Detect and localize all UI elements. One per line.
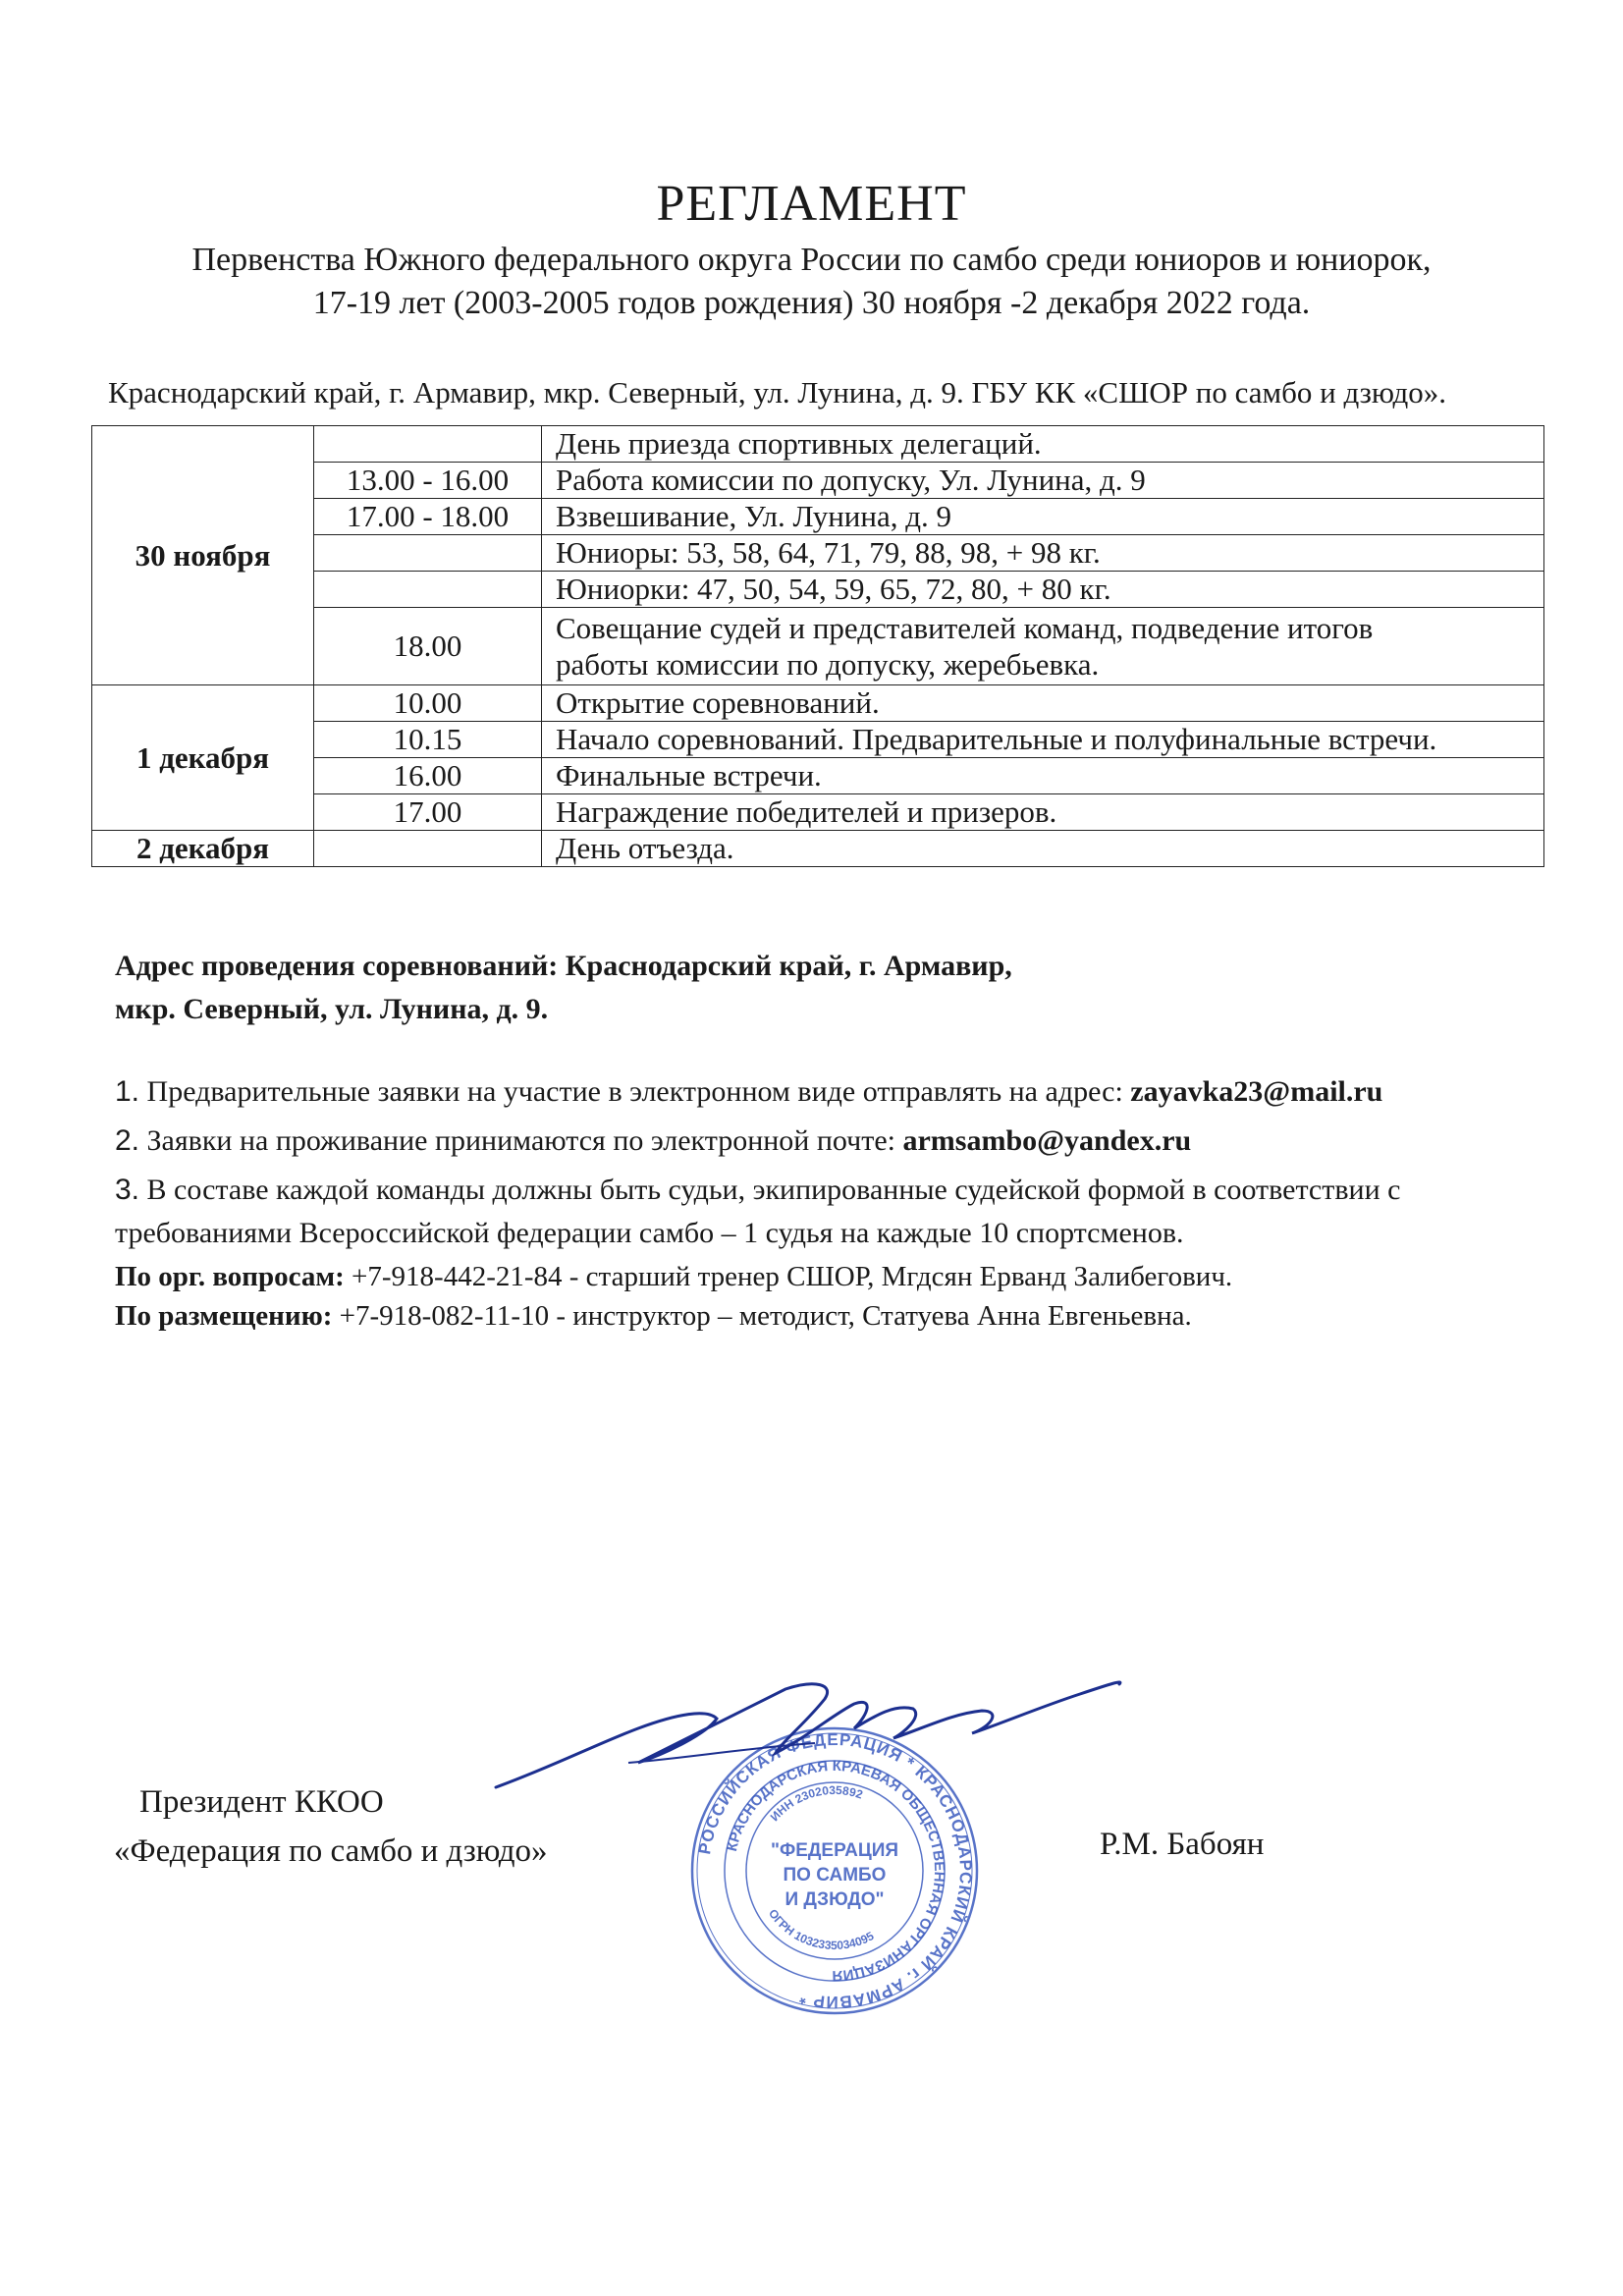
list-item [115,1169,1400,1255]
venue-line: Краснодарский край, г. Армавир, мкр. Северный, ул. Лунина, д. 9. ГБУ КК «СШОР по самбо и дзюдо». [108,375,1446,410]
event-cell: Юниорки: 47, 50, 54, 59, 65, 72, 80, + 80 кг. [542,572,1544,608]
table-row [92,685,1544,722]
event-cell: Начало соревнований. Предварительные и полуфинальные встречи. [542,722,1544,758]
event-cell: День отъезда. [542,831,1544,867]
event-text-line: работы комиссии по допуску, жеребьевка. [556,647,1100,682]
list-item [115,1070,1382,1114]
event-cell: Работа комиссии по допуску, Ул. Лунина, д. 9 [542,463,1544,499]
event-cell: Награждение победителей и призеров. [542,794,1544,831]
item-number: 3. [115,1174,140,1206]
item-text: требованиями Всероссийской федерации самбо – 1 судья на каждые 10 спортсменов. [115,1217,1184,1249]
day-cell: 1 декабря [92,685,314,831]
email-link[interactable]: armsambo@yandex.ru [902,1124,1192,1157]
event-cell: День приезда спортивных делегаций. [542,426,1544,463]
document-subtitle-line1: Первенства Южного федерального округа России по самбо среди юниоров и юниорок, [191,242,1432,278]
time-cell: 10.00 [314,685,542,722]
schedule-table [91,425,1544,867]
stamp-center-line: ПО САМБО [783,1865,887,1886]
signatory-position [114,1777,548,1876]
item-number: 2. [115,1124,140,1157]
item-text: Предварительные заявки на участие в электронном виде отправлять на адрес: [139,1075,1131,1108]
time-cell [314,572,542,608]
stamp-ogrn: ОГРН 1032335034095 [765,1906,877,1953]
time-cell: 18.00 [314,608,542,685]
event-cell: Взвешивание, Ул. Лунина, д. 9 [542,499,1544,535]
day-cell: 30 ноября [92,426,314,685]
position-line: Президент ККОО [139,1784,384,1820]
signatory-name: Р.М. Бабоян [1100,1827,1265,1862]
stamp-inn: ИНН 2302035892 [767,1782,865,1825]
event-text-line: Совещание судей и представителей команд, подведение итогов [556,611,1374,645]
time-cell [314,426,542,463]
time-cell: 10.15 [314,722,542,758]
position-line: «Федерация по самбо и дзюдо» [114,1833,548,1869]
time-cell: 17.00 - 18.00 [314,499,542,535]
contact-value: +7-918-442-21-84 - старший тренер СШОР, Мгдсян Ерванд Залибегович. [344,1261,1233,1292]
item-text: Заявки на проживание принимаются по электронной почте: [139,1124,903,1157]
document-title: РЕГЛАМЕНТ [656,176,967,232]
contact-label: По орг. вопросам: [115,1261,345,1292]
address-line: Адрес проведения соревнований: Краснодарский край, г. Армавир, [115,950,1012,982]
contact-line [115,1257,1232,1296]
table-row [92,426,1544,463]
day-cell: 2 декабря [92,831,314,867]
table-row [92,831,1544,867]
handwritten-signature [491,1660,1129,1797]
contact-label: По размещению: [115,1300,333,1332]
address-line: мкр. Северный, ул. Лунина, д. 9. [115,993,549,1025]
time-cell: 16.00 [314,758,542,794]
competition-address [115,945,1012,1031]
list-item [115,1120,1191,1163]
event-cell [542,608,1544,685]
contact-line [115,1296,1232,1336]
item-text: В составе каждой команды должны быть судьи, экипированные судейской формой в соответствии с [139,1174,1401,1206]
event-cell: Открытие соревнований. [542,685,1544,722]
stamp-ring-text: КРАСНОДАРСКАЯ КРАЕВАЯ ОБЩЕСТВЕННАЯ ОРГАНИЗАЦИЯ [724,1757,948,1985]
event-cell: Финальные встречи. [542,758,1544,794]
contact-value: +7-918-082-11-10 - инструктор – методист, Статуева Анна Евгеньевна. [332,1300,1192,1332]
contacts-block [115,1257,1232,1336]
document-subtitle-line2: 17-19 лет (2003-2005 годов рождения) 30 ноября -2 декабря 2022 года. [312,285,1311,321]
stamp-center-line: И ДЗЮДО" [784,1889,885,1910]
email-link[interactable]: zayavka23@mail.ru [1130,1075,1383,1108]
item-number: 1. [115,1075,140,1108]
time-cell: 17.00 [314,794,542,831]
svg-text:ОГРН 1032335034095 [766,1907,877,1953]
time-cell: 13.00 - 16.00 [314,463,542,499]
time-cell [314,535,542,572]
time-cell [314,831,542,867]
stamp-center-line: "ФЕДЕРАЦИЯ [770,1840,899,1861]
stamp-outer-text: РОССИЙСКАЯ ФЕДЕРАЦИЯ * КРАСНОДАРСКИЙ КРАЙ г. АРМАВИР * [695,1729,976,2012]
event-cell: Юниоры: 53, 58, 64, 71, 79, 88, 98, + 98 кг. [542,535,1544,572]
